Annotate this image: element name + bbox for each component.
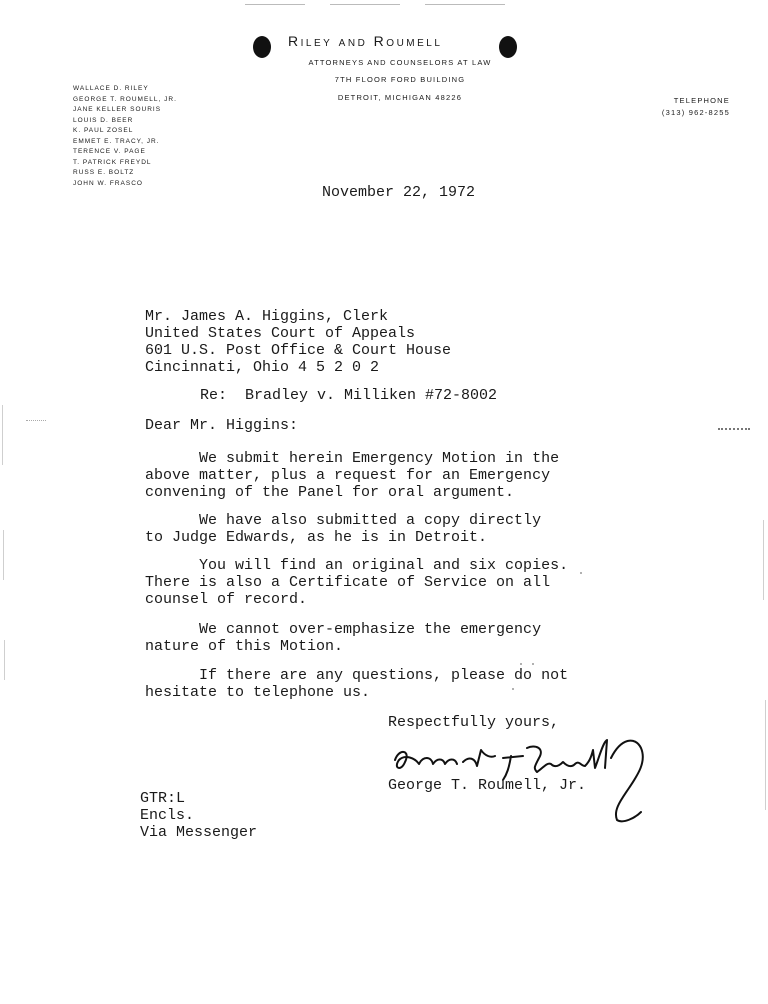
partner-name: JOHN W. FRASCO — [73, 179, 143, 187]
footer-line: GTR:L — [140, 790, 186, 807]
salutation: Dear Mr. Higgins: — [145, 417, 299, 434]
letterhead-ornament-right — [499, 36, 517, 58]
firm-address-line2: DETROIT, MICHIGAN 48226 — [337, 93, 463, 102]
scan-mark — [425, 4, 505, 5]
paragraph-line: There is also a Certificate of Service on all — [145, 574, 551, 591]
paragraph-line: We cannot over-emphasize the emergency — [145, 621, 542, 638]
scan-edge — [3, 530, 4, 580]
paragraph — [145, 512, 541, 546]
signer-name: George T. Roumell, Jr. — [388, 777, 587, 794]
telephone-label: TELEPHONE — [673, 96, 730, 105]
firm-name: Riley and Roumell — [288, 33, 443, 49]
speck — [532, 663, 534, 665]
partner-name: EMMET E. TRACY, JR. — [73, 137, 160, 145]
partner-name: TERENCE V. PAGE — [73, 148, 146, 155]
paragraph-line: You will find an original and six copies. — [145, 557, 569, 574]
partner-name: WALLACE D. RILEY — [73, 85, 149, 92]
paragraph-line: We submit herein Emergency Motion in the — [145, 450, 560, 467]
speck — [520, 663, 522, 665]
paragraph-line: hesitate to telephone us. — [145, 684, 371, 701]
paragraph-line: to Judge Edwards, as he is in Detroit. — [145, 529, 488, 546]
letter-footer — [140, 790, 257, 841]
speck — [580, 572, 582, 574]
recipient-line: United States Court of Appeals — [145, 325, 416, 342]
scan-edge — [765, 700, 766, 810]
recipient-line: Mr. James A. Higgins, Clerk — [145, 308, 389, 325]
partner-name: K. PAUL ZOSEL — [73, 127, 134, 134]
paragraph — [145, 621, 541, 655]
recipient-line: 601 U.S. Post Office & Court House — [145, 342, 452, 359]
firm-address-line1: 7TH FLOOR FORD BUILDING — [334, 75, 466, 84]
footer-line: Encls. — [140, 807, 195, 824]
scan-edge — [763, 520, 764, 600]
paragraph — [145, 557, 568, 608]
re-label: Re: — [200, 387, 228, 404]
scan-mark — [718, 428, 750, 432]
partner-name: GEORGE T. ROUMELL, JR. — [73, 95, 177, 103]
paragraph-line: counsel of record. — [145, 591, 308, 608]
scan-mark — [330, 4, 400, 5]
partners-list — [73, 85, 177, 190]
paragraph — [145, 450, 559, 501]
recipient-address — [145, 308, 451, 376]
paragraph-line: If there are any questions, please do not — [145, 667, 569, 684]
paragraph-line: nature of this Motion. — [145, 638, 344, 655]
scan-mark — [26, 420, 46, 421]
telephone-number: (313) 962-8255 — [661, 108, 730, 117]
letter-date: November 22, 1972 — [322, 184, 476, 201]
closing: Respectfully yours, — [388, 714, 560, 731]
partner-name: RUSS E. BOLTZ — [73, 169, 135, 176]
re-subject: Bradley v. Milliken #72-8002 — [245, 387, 498, 404]
partner-name: JANE KELLER SOURIS — [73, 106, 162, 113]
scan-edge — [4, 640, 5, 680]
recipient-line: Cincinnati, Ohio 4 5 2 0 2 — [145, 359, 380, 376]
paragraph-line: We have also submitted a copy directly — [145, 512, 542, 529]
paragraph-line: above matter, plus a request for an Emergency — [145, 467, 551, 484]
partner-name: LOUIS D. BEER — [73, 116, 134, 124]
scan-edge — [2, 405, 3, 465]
footer-line: Via Messenger — [140, 824, 258, 841]
partner-name: T. PATRICK FREYDL — [73, 158, 152, 166]
letterhead-ornament-left — [253, 36, 271, 58]
paragraph — [145, 667, 568, 701]
firm-tagline: ATTORNEYS AND COUNSELORS AT LAW — [308, 58, 492, 67]
paragraph-line: convening of the Panel for oral argument. — [145, 484, 515, 501]
scan-mark — [245, 4, 305, 5]
